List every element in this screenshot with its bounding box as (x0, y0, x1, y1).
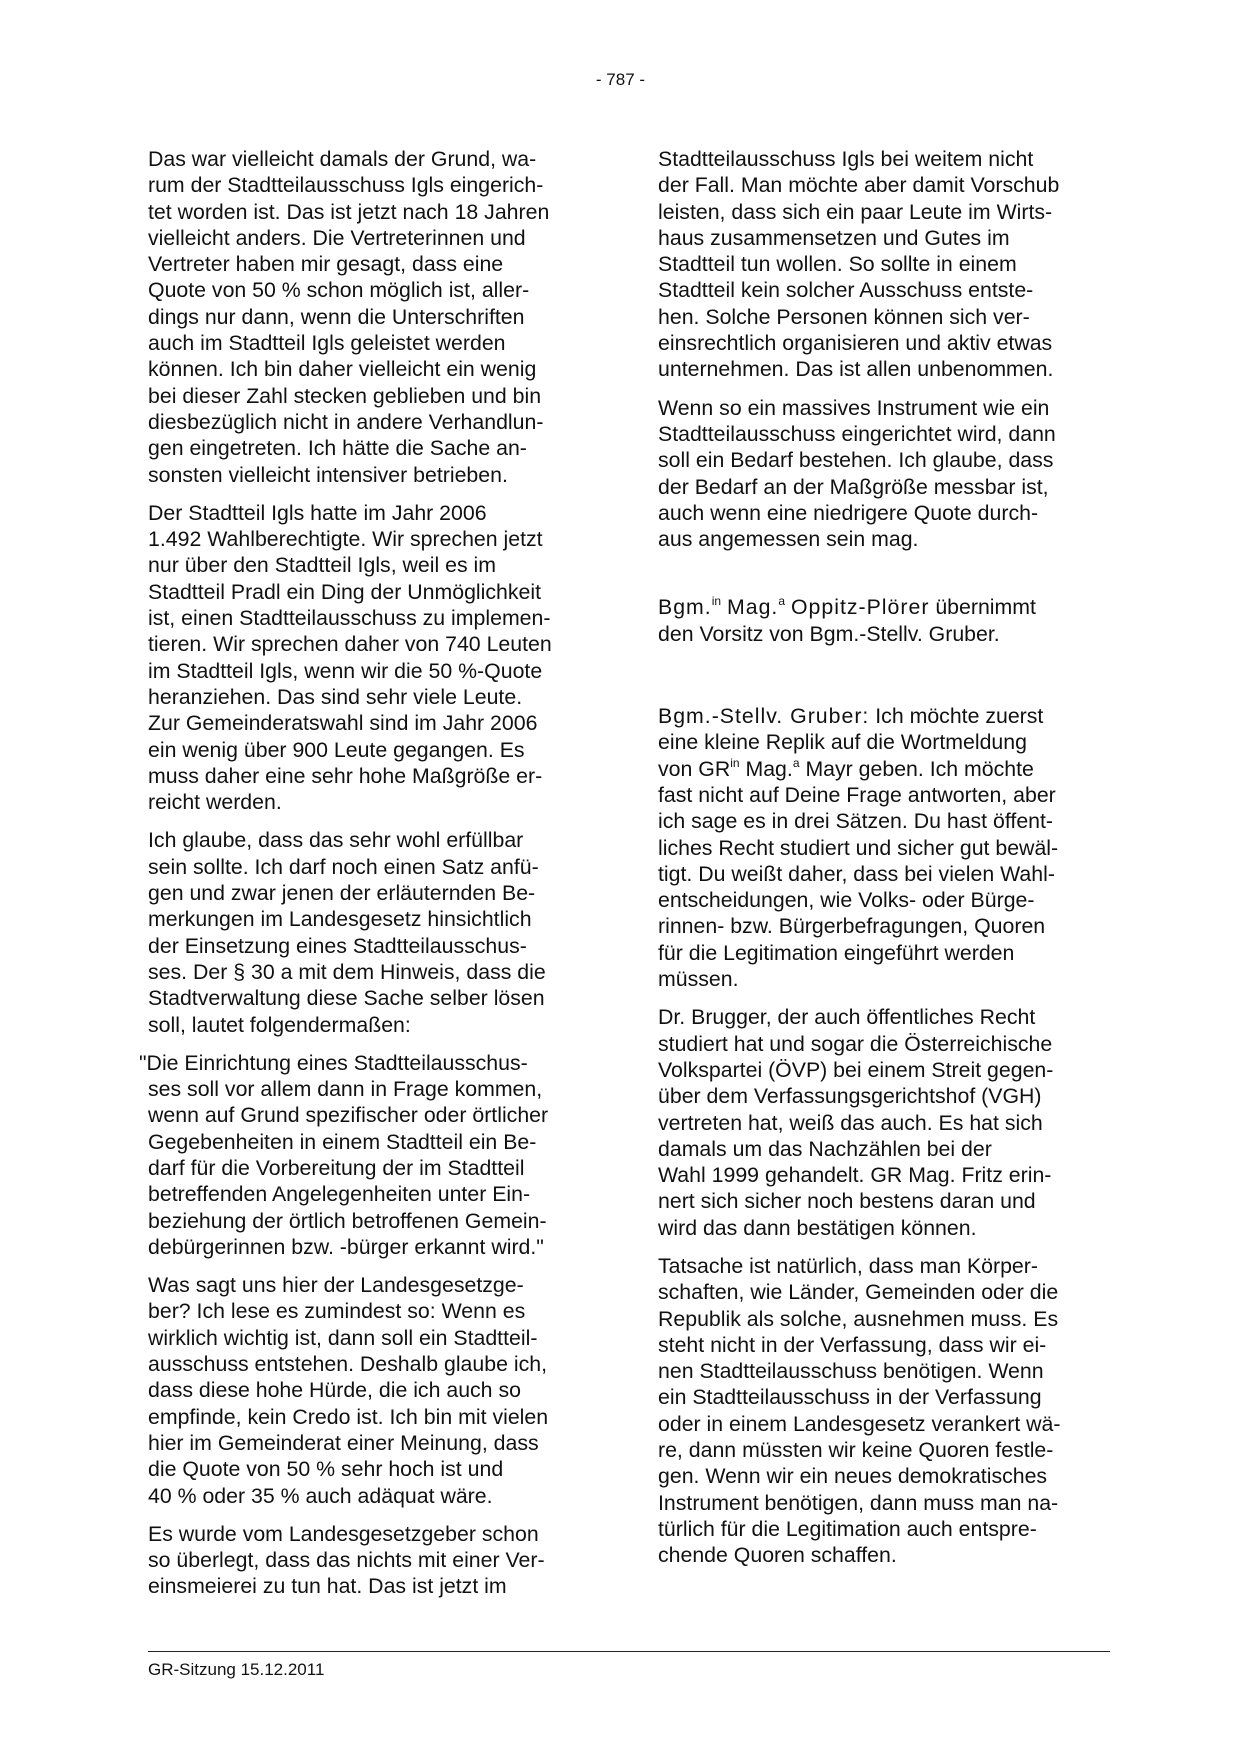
text-line: können. Ich bin daher vielleicht ein wenig (148, 357, 537, 382)
text-line: hier im Gemeinderat einer Meinung, dass (148, 1430, 539, 1455)
text-line: ist, einen Stadtteilausschuss zu implemen- (148, 606, 551, 631)
text-line: für die Legitimation eingeführt werden (658, 940, 1015, 965)
text-line: Der Stadtteil Igls hatte im Jahr 2006 (148, 500, 487, 525)
text-line: Wenn so ein massives Instrument wie ein (658, 395, 1050, 420)
text-line: fast nicht auf Deine Frage antworten, aber (658, 782, 1056, 807)
speaker-name: Bgm.-Stellv. Gruber: (658, 704, 870, 729)
text-line: einsrechtlich organisieren und aktiv etwas (658, 331, 1053, 356)
paragraph (148, 1521, 600, 1600)
text: übernimmt (935, 595, 1036, 620)
superscript: in (711, 594, 722, 609)
text-line: hen. Solche Personen können sich ver- (658, 304, 1030, 329)
text-line: Vertreter haben mir gesagt, dass eine (148, 252, 504, 277)
text-line: Tatsache ist natürlich, dass man Körper- (658, 1253, 1038, 1278)
paragraph (658, 1004, 1108, 1241)
text-line: wirklich wichtig ist, dann soll ein Stadtteil- (148, 1325, 538, 1350)
text-line: entscheidungen, wie Volks- oder Bürge- (658, 888, 1035, 913)
text-line: Volkspartei (ÖVP) bei einem Streit gegen- (658, 1057, 1054, 1082)
text-line: einsmeierei zu tun hat. Das ist jetzt im (148, 1574, 507, 1599)
text-line: Instrument benötigen, dann muss man na- (658, 1490, 1059, 1515)
text-line: re, dann müssten wir keine Quoren festle- (658, 1438, 1054, 1463)
text-line: türlich für die Legitimation auch entspre- (658, 1516, 1037, 1541)
speaker-title: Bgm. (658, 595, 712, 620)
text-line: diesbezüglich nicht in andere Verhandlun- (148, 409, 544, 434)
text-line: gen eingetreten. Ich hätte die Sache an- (148, 436, 527, 461)
page-number: - 787 - (595, 70, 646, 89)
footer-divider (148, 1651, 1110, 1652)
text-line: unternehmen. Das ist allen unbenommen. (658, 357, 1054, 382)
text-line: ein Stadtteilausschuss in der Verfassung (658, 1385, 1042, 1410)
left-column (139, 146, 600, 1612)
text-line: chende Quoren schaffen. (658, 1543, 897, 1568)
text-line: oder in einem Landesgesetz verankert wä- (658, 1411, 1061, 1436)
text-line: tieren. Wir sprechen daher von 740 Leuten (148, 632, 552, 657)
text-line: Stadtteilausschuss Igls bei weitem nicht (658, 147, 1034, 171)
text-line: Zur Gemeinderatswahl sind im Jahr 2006 (148, 711, 538, 736)
text-line: sein sollte. Ich darf noch einen Satz anfü- (148, 854, 539, 879)
text-line: Quote von 50 % schon möglich ist, aller- (148, 278, 530, 303)
text: Mag. (745, 756, 793, 781)
text-line: ses. Der § 30 a mit dem Hinweis, dass die (148, 959, 546, 984)
paragraph (658, 146, 1108, 383)
paragraph (148, 500, 600, 816)
text-line: steht nicht in der Verfassung, dass wir ei- (658, 1332, 1047, 1357)
text-line: nert sich sicher noch bestens daran und (658, 1189, 1036, 1214)
superscript: a (792, 755, 800, 770)
text-line: ich sage es in drei Sätzen. Du hast öffent- (658, 809, 1054, 834)
text: Ich möchte zuerst (875, 704, 1044, 729)
text: Mayr geben. Ich möchte (805, 756, 1034, 781)
block-quote (139, 1050, 600, 1260)
text-line: im Stadtteil Igls, wenn wir die 50 %-Quote (148, 658, 543, 683)
text-line: darf für die Vorbereitung der im Stadtteil (148, 1155, 525, 1180)
text-line: vertreten hat, weiß das auch. Es hat sich (658, 1110, 1043, 1135)
text-line: merkungen im Landesgesetz hinsichtlich (148, 907, 532, 932)
text-line: auch wenn eine niedrigere Quote durch- (658, 500, 1039, 525)
paragraph (148, 146, 600, 488)
text-line: liches Recht studiert und sicher gut bewäl- (658, 835, 1059, 860)
text-line: Es wurde vom Landesgesetzgeber schon (148, 1521, 539, 1546)
text-line: rum der Stadtteilausschuss Igls eingerich- (148, 173, 544, 198)
text-line: muss daher eine sehr hohe Maßgröße er- (148, 763, 543, 788)
text-line: nen Stadtteilausschuss benötigen. Wenn (658, 1359, 1044, 1384)
text-line: Stadtteil tun wollen. So sollte in einem (658, 252, 1017, 277)
text-line: Stadtteilausschuss eingerichtet wird, dann (658, 421, 1056, 446)
text-line: empfinde, kein Credo ist. Ich bin mit vielen (148, 1404, 549, 1429)
text-line: der Bedarf an der Maßgröße messbar ist, (658, 474, 1049, 499)
text-line: soll, lautet folgendermaßen: (148, 1012, 411, 1037)
text-line: damals um das Nachzählen bei der (658, 1136, 992, 1161)
text-line: vielleicht anders. Die Vertreterinnen und (148, 225, 526, 250)
text-line: die Quote von 50 % sehr hoch ist und (148, 1457, 504, 1482)
text-line: leisten, dass sich ein paar Leute im Wirts- (658, 199, 1053, 224)
text-line: beziehung der örtlich betroffenen Gemein- (148, 1208, 547, 1233)
text-line: Ich glaube, dass das sehr wohl erfüllbar (148, 828, 524, 853)
speaker-name: Oppitz-Plörer (790, 595, 930, 620)
text-line: über dem Verfassungsgerichtshof (VGH) (658, 1084, 1042, 1109)
paragraph (148, 1272, 600, 1509)
paragraph (658, 395, 1108, 553)
text-line: der Einsetzung eines Stadtteilausschus- (148, 933, 527, 958)
chair-change-note (658, 594, 1108, 647)
text: von GR (658, 756, 731, 781)
text-line: den Vorsitz von Bgm.-Stellv. Gruber. (658, 621, 1000, 646)
text-line: so überlegt, dass das nichts mit einer Ver- (148, 1548, 545, 1573)
right-column (658, 146, 1108, 1581)
text-line: 1.492 Wahlberechtigte. Wir sprechen jetzt (148, 527, 543, 552)
text-line: ses soll vor allem dann in Frage kommen, (148, 1077, 543, 1102)
footer-session-date: GR-Sitzung 15.12.2011 (148, 1660, 325, 1679)
speaker-title: Mag. (726, 595, 779, 620)
text-line: ein wenig über 900 Leute gegangen. Es (148, 737, 525, 762)
text-line: ausschuss entstehen. Deshalb glaube ich, (148, 1352, 547, 1377)
text-line: soll ein Bedarf bestehen. Ich glaube, dass (658, 448, 1054, 473)
text-line: sonsten vielleicht intensiver betrieben. (148, 462, 508, 487)
text-line: Das war vielleicht damals der Grund, wa- (148, 147, 537, 171)
text-line: Republik als solche, ausnehmen muss. Es (658, 1306, 1059, 1331)
superscript: in (730, 755, 740, 770)
text-line: rinnen- bzw. Bürgerbefragungen, Quoren (658, 914, 1046, 939)
text-line: Was sagt uns hier der Landesgesetzge- (148, 1273, 524, 1298)
text-line: Stadtverwaltung diese Sache selber lösen (148, 986, 545, 1011)
text-line: Stadtteil kein solcher Ausschuss entste- (658, 278, 1034, 303)
text-line: auch im Stadtteil Igls geleistet werden (148, 331, 506, 356)
text-line: Wahl 1999 gehandelt. GR Mag. Fritz erin- (658, 1163, 1052, 1188)
text-line: Gegebenheiten in einem Stadtteil ein Be- (148, 1129, 537, 1154)
text-line: nur über den Stadtteil Igls, weil es im (148, 553, 497, 578)
text-line: "Die Einrichtung eines Stadtteilausschus- (139, 1050, 528, 1075)
text-line: Stadtteil Pradl ein Ding der Unmöglichkeit (148, 579, 542, 604)
text-line: reicht werden. (148, 790, 282, 815)
text-line: der Fall. Man möchte aber damit Vorschub (658, 173, 1060, 198)
text-line: tet worden ist. Das ist jetzt nach 18 Jahren (148, 199, 550, 224)
text-line: haus zusammensetzen und Gutes im (658, 225, 1010, 250)
superscript: a (778, 594, 786, 609)
paragraph (658, 1253, 1108, 1569)
text-line: wenn auf Grund spezifischer oder örtlicher (148, 1103, 549, 1128)
text-line: gen und zwar jenen der erläuternden Be- (148, 881, 536, 906)
text-line: dass diese hohe Hürde, die ich auch so (148, 1378, 521, 1403)
text-line: müssen. (658, 967, 739, 992)
text-line: tigt. Du weißt daher, dass bei vielen Wahl- (658, 861, 1055, 886)
text-line: wird das dann bestätigen können. (658, 1215, 977, 1240)
text-line: heranziehen. Das sind sehr viele Leute. (148, 684, 523, 709)
text-line: dings nur dann, wenn die Unterschriften (148, 304, 525, 329)
text-line: gen. Wenn wir ein neues demokratisches (658, 1464, 1048, 1489)
text-line: aus angemessen sein mag. (658, 527, 919, 552)
text-line: bei dieser Zahl stecken geblieben und bin (148, 383, 542, 408)
text-line: debürgerinnen bzw. -bürger erkannt wird." (148, 1234, 544, 1259)
speech-paragraph (658, 703, 1108, 992)
text-line: schaften, wie Länder, Gemeinden oder die (658, 1280, 1059, 1305)
text-line: ber? Ich lese es zumindest so: Wenn es (148, 1299, 526, 1324)
text-line: studiert hat und sogar die Österreichische (658, 1031, 1053, 1056)
text-line: eine kleine Replik auf die Wortmeldung (658, 730, 1027, 755)
text-line: betreffenden Angelegenheiten unter Ein- (148, 1182, 531, 1207)
text-line: 40 % oder 35 % auch adäquat wäre. (148, 1483, 493, 1508)
paragraph (148, 827, 600, 1037)
text-line: Dr. Brugger, der auch öffentliches Recht (658, 1005, 1036, 1030)
